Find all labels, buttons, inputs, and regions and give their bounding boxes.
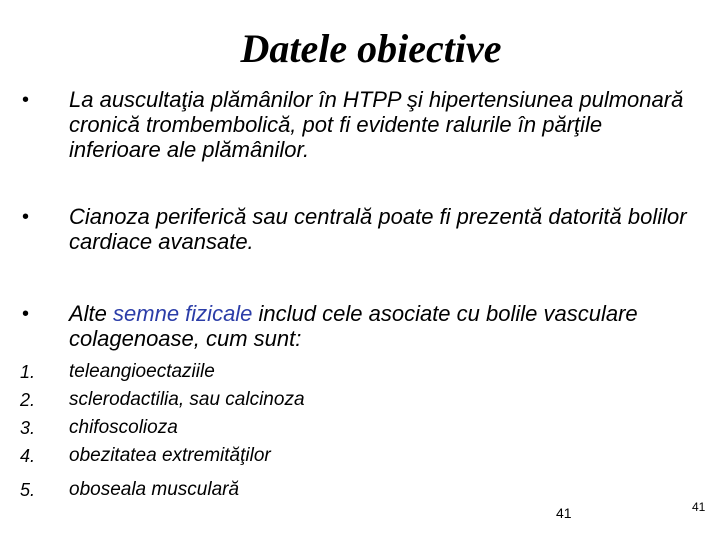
list-number-1: 1.: [20, 362, 36, 382]
list-item-5: oboseala musculară: [69, 479, 240, 500]
highlight-semne-fizicale: semne fizicale: [113, 301, 253, 326]
bullet-marker-3: •: [22, 303, 30, 325]
bullet-text-2: Cianoza periferică sau centrală poate fi prezentă datorită bolilor cardiace avansate.: [69, 204, 687, 254]
list-number-3: 3.: [20, 418, 36, 438]
bullet-marker-2: •: [22, 206, 30, 228]
bullet-text-3-after: includ cele asociate cu bolile vasculare colagenoase, cum sunt:: [69, 301, 638, 351]
list-number-5: 5.: [20, 480, 36, 500]
list-item-4: obezitatea extremităţilor: [69, 445, 271, 466]
bullet-text-1: La auscultaţia plămânilor în HTPP şi hipertensiunea pulmonară cronică trombembolică, pot fi evidente ralurile în părţile inferioare ale plămânilor.: [69, 87, 684, 162]
bullet-text-3-before: Alte: [69, 301, 114, 326]
page-number: 41: [556, 505, 572, 521]
list-item-2: sclerodactilia, sau calcinoza: [69, 389, 305, 410]
list-item-1: teleangioectaziile: [69, 361, 215, 382]
list-item-3: chifoscolioza: [69, 417, 178, 438]
page-number-corner: 41: [692, 500, 706, 514]
list-number-4: 4.: [20, 446, 36, 466]
slide-title: Datele obiective: [240, 26, 502, 71]
list-number-2: 2.: [20, 390, 36, 410]
bullet-marker-1: •: [22, 89, 30, 111]
bullet-text-3: [69, 301, 699, 351]
